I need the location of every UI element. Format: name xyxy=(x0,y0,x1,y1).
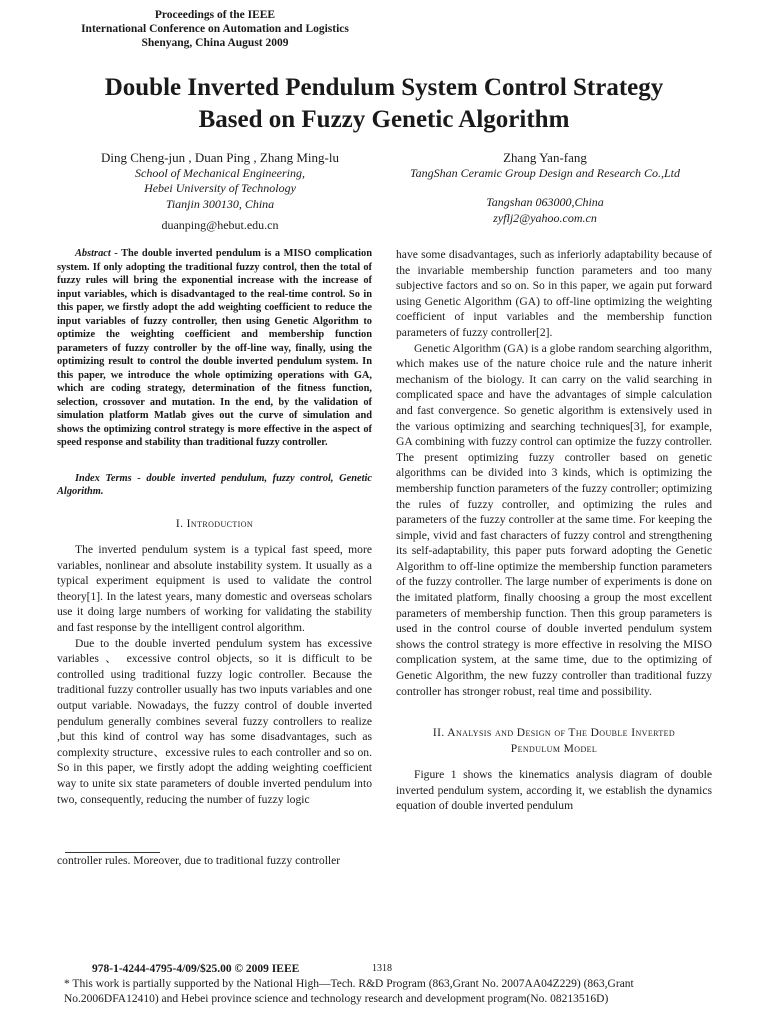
title-line-2: Based on Fuzzy Genetic Algorithm xyxy=(198,106,570,133)
conference-line-3: Shenyang, China August 2009 xyxy=(141,37,289,49)
paper-title xyxy=(0,72,768,136)
author-block-left xyxy=(60,150,380,234)
intro-paragraph-1: The inverted pendulum system is a typical fast speed, more variables, nonlinear and absolute instability system. It usually as a typical experiment equipment is used to validate the control theory[1]. In the latest years, many domestic and overseas scholars use it doing large numbers of working for validating the stability and fast response by the intelligent control algorithm. xyxy=(57,543,372,635)
funding-footnote: * This work is partially supported by the National High—Tech. R&D Program (863,Grant No. 2007AA04Z229) (863,Grant No.2006DFA12410) and Hebei province science and technology research and development program(No. 08213516D) xyxy=(64,978,634,1005)
affiliation-right-1: TangShan Ceramic Group Design and Research Co.,Ltd xyxy=(410,165,680,180)
intro-paragraph-2-continued: controller rules. Moreover, due to traditional fuzzy controller xyxy=(57,854,341,867)
author-block-right xyxy=(380,150,710,226)
section-heading-introduction: I. Introduction xyxy=(175,517,254,530)
intro-paragraph-3: Genetic Algorithm (GA) is a globe random searching algorithm, which makes use of the nature choice rule and the nature inherit mechanism of the biology. It can carry on the valid searching in complicated space and have the advantages of simple calculation and fast convergence. So genetic algorithm is extensively used in the various optimizing and searching techniques[3], for example, GA combining with fuzzy control can optimize the fuzzy controller. The present optimizing fuzzy controller based on genetic algorithms can be divided into 3 kinds, which is optimizing the membership function parameters of the fuzzy controller; optimizing the rules of fuzzy controller, and optimizing the rules and parameters of the fuzzy controller at the same time. For keeping the simple, vivid and fast characters of fuzzy control and strengthening its self-adaptability, this paper puts forward adopting the Genetic Algorithm to off-line optimize the membership function parameters of the fuzzy controller. The large number of experiments is done on the imitated platform, finally choosing a group the most excellent parameters of membership function. Then this group parameters is used in the control course of double inverted pendulum system shows the control strategy is more effective in resolving the MISO complication system, at the same time, due to the optimizing of Genetic Algorithm, the new fuzzy controller than traditional fuzzy controller has stronger robust, real time and possibility. xyxy=(396,341,712,698)
conference-line-2: International Conference on Automation and Logistics xyxy=(81,23,349,35)
abstract xyxy=(57,247,372,450)
abstract-label: Abstract xyxy=(75,248,111,259)
intro-paragraph-2: Due to the double inverted pendulum system has excessive variables 、 excessive control objects, so it is difficult to be controlled using traditional fuzzy logic controller. Because the traditional fuzzy controller usually has two inputs variables and one output variable. Nowadays, the fuzzy control of double inverted pendulum generally combines several fuzzy controllers to realize ,but this kind of control way has some disadvantages, such as complexity structure、excessive rules to each controller and so on. So in this paper, we firstly adopt the adding weighting coefficient way to unite six state parameters of double inverted pendulum into two, consequently, reducing the number of fuzzy logic xyxy=(57,636,372,806)
section2-heading-line-2: Pendulum Model xyxy=(510,743,598,756)
affiliation-line-1: School of Mechanical Engineering, xyxy=(135,165,305,180)
conference-header xyxy=(0,8,430,50)
affiliation-line-2: Hebei University of Technology xyxy=(144,181,296,195)
affiliation-line-3: Tianjin 300130, China xyxy=(165,196,275,211)
title-line-1: Double Inverted Pendulum System Control Strategy xyxy=(104,74,664,101)
author-email-right: zyflj2@yahoo.com.cn xyxy=(493,210,597,225)
right-column xyxy=(396,247,712,814)
section2-heading-line-1: II. Analysis and Design of The Double Inverted xyxy=(432,727,676,740)
left-column xyxy=(57,247,372,807)
abstract-text: - The double inverted pendulum is a MISO complication system. If only adopting the traditional fuzzy control, then the total of fuzzy rules will bring the exponential increase with the increase of input variables, which is disadvantaged to the real-time control. So in this paper, we firstly adopt the add weighting coefficient to reduce the input variables of fuzzy controller, then using Genetic Algorithm to optimize the weighting coefficient and membership function parameters of fuzzy controller by the off-line way, finally, using the optimizing result to control the double inverted pendulum system. In this paper, we introduce the whole optimizing operations with GA, which are coding strategy, determination of the fitness function, selection, crossover and mutation. In the end, by the validation of simulation platform Matlab gives out the curve of simulation and shows the optimizing control strategy is more effective in the aspect of speed response and stability than traditional fuzzy controller. xyxy=(57,248,372,448)
isbn-copyright: 978-1-4244-4795-4/09/$25.00 © 2009 IEEE xyxy=(92,963,300,975)
intro-paragraph-2-end: have some disadvantages, such as inferiorly adaptability because of the invariable membership function parameters and too many subjective factors and so on. So in this paper, we again put forward using Genetic Algorithm (GA) to off-line optimizing the weighting coefficient of input variables and the membership function parameters of fuzzy controller[2]. xyxy=(396,248,712,339)
conference-line-1: Proceedings of the IEEE xyxy=(154,9,276,21)
affiliation-right-2: Tangshan 063000,China xyxy=(486,195,604,209)
page-number: 1318 xyxy=(372,963,392,974)
section-heading-analysis xyxy=(396,725,712,757)
author-names-left: Ding Cheng-jun , Duan Ping , Zhang Ming-lu xyxy=(101,150,339,165)
section2-paragraph-1: Figure 1 shows the kinematics analysis diagram of double inverted pendulum system, according it, we establish the dynamics equation of double inverted pendulum xyxy=(396,768,712,813)
author-email-left: duanping@hebut.edu.cn xyxy=(161,218,279,232)
index-terms: Index Terms - double inverted pendulum, fuzzy control, Genetic Algorithm. xyxy=(57,472,372,497)
author-name-right: Zhang Yan-fang xyxy=(503,150,587,165)
